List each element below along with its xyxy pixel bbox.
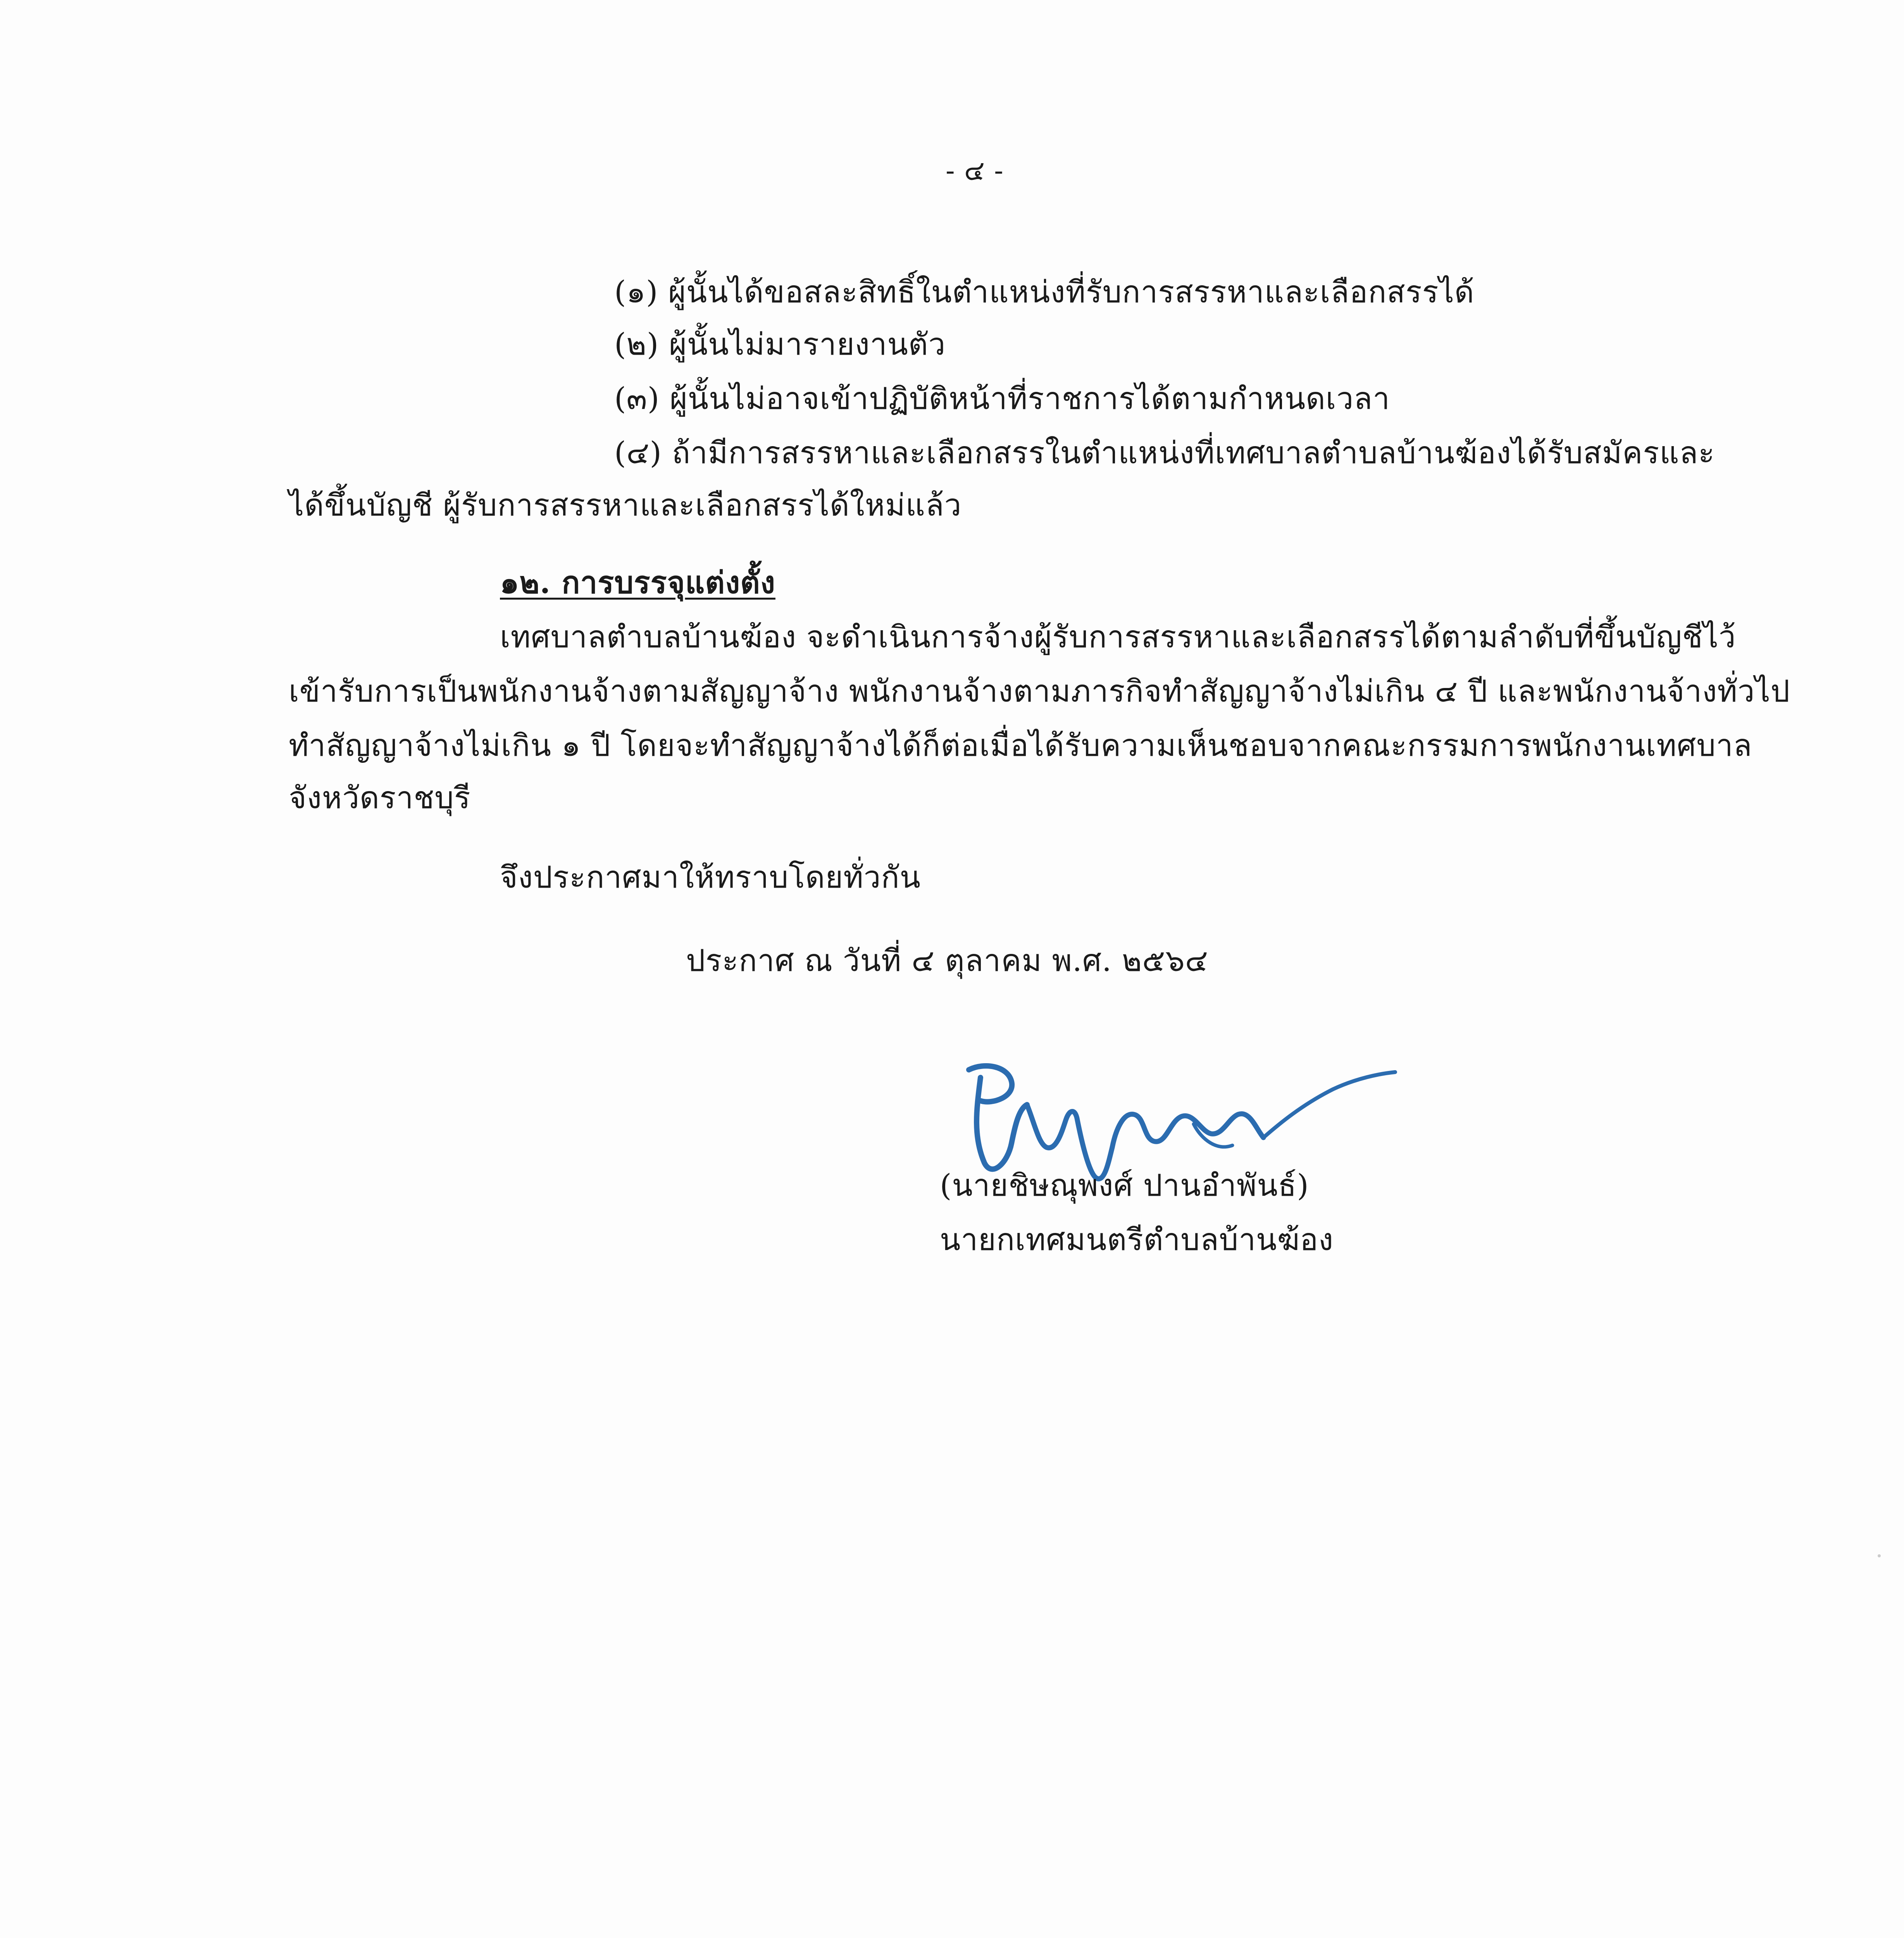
signer-title: นายกเทศมนตรีตำบลบ้านฆ้อง: [940, 1222, 1334, 1257]
signer-name: (นายชิษณุพงศ์ ปานอำพันธ์): [940, 1168, 1309, 1203]
scan-speck: [1878, 1554, 1881, 1557]
list-item-4-line-1: (๔) ถ้ามีการสรรหาและเลือกสรรในตำแหน่งที่เทศบาลตำบลบ้านฆ้องได้รับสมัครและ: [614, 436, 1715, 471]
list-item-4-line-2: ได้ขึ้นบัญชี ผู้รับการสรรหาและเลือกสรรได้ใหม่แล้ว: [289, 488, 962, 523]
section-12-paragraph-line-4: จังหวัดราชบุรี: [289, 781, 471, 816]
list-item-1: (๑) ผู้นั้นได้ขอสละสิทธิ์ในตำแหน่งที่รับการสรรหาและเลือกสรรได้: [614, 275, 1475, 310]
section-12-paragraph-line-3: ทำสัญญาจ้างไม่เกิน ๑ ปี โดยจะทำสัญญาจ้างได้ก็ต่อเมื่อได้รับความเห็นชอบจากคณะกรรมการพนักงานเทศบาล: [289, 728, 1752, 763]
list-item-3: (๓) ผู้นั้นไม่อาจเข้าปฏิบัติหน้าที่ราชการได้ตามกำหนดเวลา: [614, 381, 1390, 416]
list-item-2: (๒) ผู้นั้นไม่มารายงานตัว: [614, 327, 946, 362]
announcement-date: ประกาศ ณ วันที่ ๔ ตุลาคม พ.ศ. ๒๕๖๔: [686, 943, 1208, 978]
closing-statement: จึงประกาศมาให้ทราบโดยทั่วกัน: [500, 860, 921, 895]
section-12-heading: ๑๒. การบรรจุแต่งตั้ง: [500, 565, 775, 600]
section-12-paragraph-line-1: เทศบาลตำบลบ้านฆ้อง จะดำเนินการจ้างผู้รับการสรรหาและเลือกสรรได้ตามลำดับที่ขึ้นบัญชีไว้: [500, 620, 1736, 655]
section-12-paragraph-line-2: เข้ารับการเป็นพนักงานจ้างตามสัญญาจ้าง พนักงานจ้างตามภารกิจทำสัญญาจ้างไม่เกิน ๔ ปี และพนักงานจ้างทั่วไป: [289, 674, 1790, 709]
page-number: - ๔ -: [946, 155, 1004, 186]
